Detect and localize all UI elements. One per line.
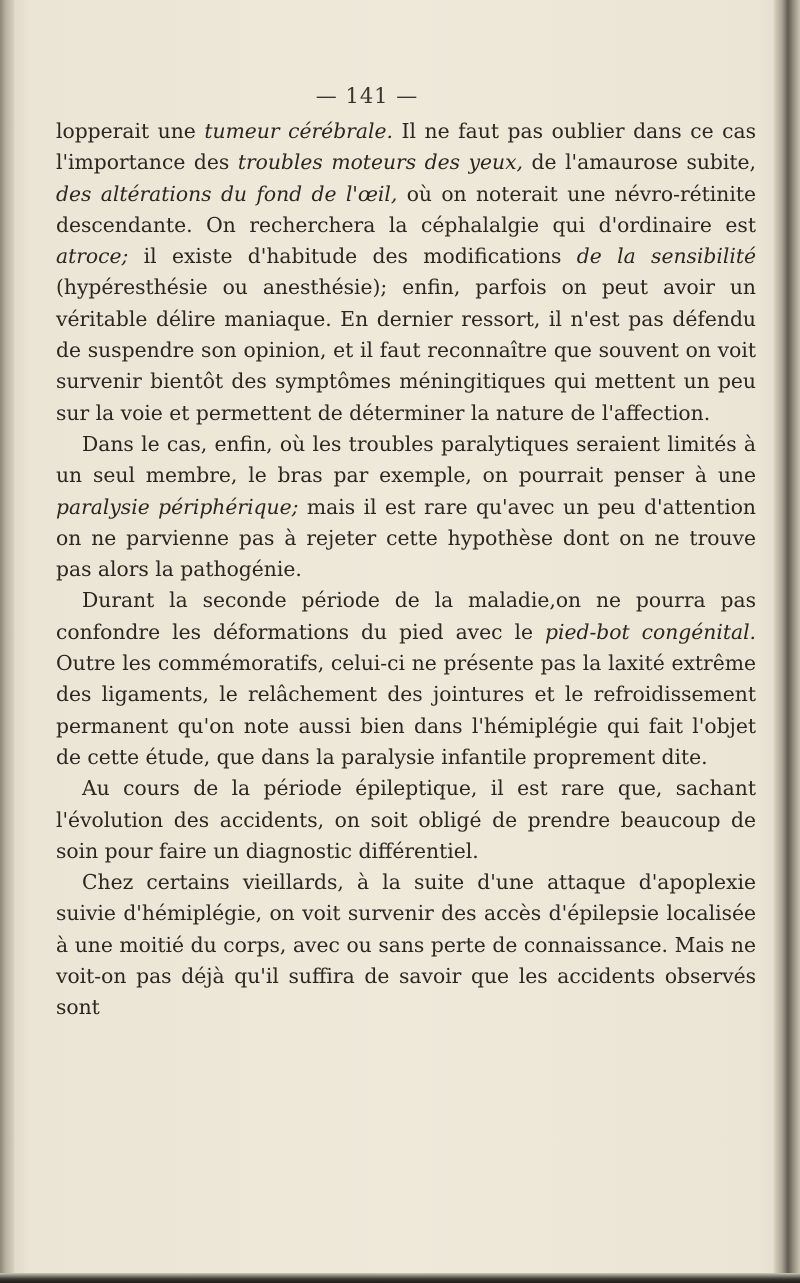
text-segment: Au cours de la période épileptique, il est rare que, sachant l'évolution des accidents, on soit obligé de prendre beaucoup de soin pour faire un diagnostic différentiel.: [56, 776, 756, 863]
page-left-edge-shadow: [0, 0, 14, 1283]
text-segment: où on noterait une névro-rétinite descendante. On recherchera la céphalalgie qui d'ordinaire est: [56, 181, 756, 237]
text-segment: Il ne faut pas oublier dans ce cas l'importance des: [56, 119, 757, 175]
text-segment: mais il est rare qu'avec un peu d'attention on ne parvienne pas à rejeter cette hypothèse dont on ne trouve pas alors la pathogénie.: [56, 494, 756, 582]
italic-text-segment: de la sensibilité: [576, 244, 756, 269]
page-number: — 141 —: [315, 84, 419, 108]
text-segment: Chez certains vieillards, à la suite d'une attaque d'apoplexie suivie d'hémiplégie, on voit survenir des accès d'épilepsie localisée à une moitié du corps, avec ou sans perte de connaissance. Mais ne voit-on pas déjà qu'il suffira de savoir que les accidents observés sont: [56, 870, 756, 1020]
page-binding-edge: [774, 0, 800, 1283]
page-bottom-edge: [0, 1273, 800, 1283]
text-segment: Dans le cas, enfin, où les troubles paralytiques seraient limités à un seul membre, le bras par exemple, on pourrait penser à une: [56, 431, 756, 488]
italic-text-segment: troubles moteurs des yeux,: [237, 150, 523, 175]
italic-text-segment: pied-bot congénital.: [545, 619, 756, 644]
text-segment: lopperait une: [56, 119, 205, 143]
paragraph: [56, 585, 756, 773]
italic-text-segment: tumeur cérébrale.: [204, 119, 393, 143]
text-segment: Outre les commémoratifs, celui-ci ne présente pas la laxité extrême des ligaments, le relâchement des jointures et le refroidissement permanent qu'on note aussi bien dans l'hémiplégie qui fait l'objet de cette étude, que dans la paralysie infantile proprement dite.: [56, 651, 756, 769]
paragraph: [56, 773, 756, 867]
text-segment: de l'amaurose subite,: [523, 150, 756, 175]
paragraph: [56, 867, 756, 1023]
paragraph: [56, 116, 756, 429]
italic-text-segment: des altérations du fond de l'œil,: [56, 181, 398, 206]
text-segment: (hypéresthésie ou anesthésie); enfin, parfois on peut avoir un véritable délire maniaque. En dernier ressort, il n'est pas défendu de suspendre son opinion, et il faut reconnaître que souvent on voit survenir bientôt des symptômes méningitiques qui mettent un peu sur la voie et permettent de déterminer la nature de l'affection.: [56, 275, 756, 425]
italic-text-segment: paralysie périphérique;: [56, 494, 299, 519]
text-segment: Durant la seconde période de la maladie,on ne pourra pas confondre les déformations du pied avec le: [56, 588, 756, 644]
body-text: [56, 116, 756, 1024]
paragraph: [56, 429, 756, 585]
text-segment: il existe d'habitude des modifications: [128, 244, 577, 269]
italic-text-segment: atroce;: [56, 244, 129, 269]
